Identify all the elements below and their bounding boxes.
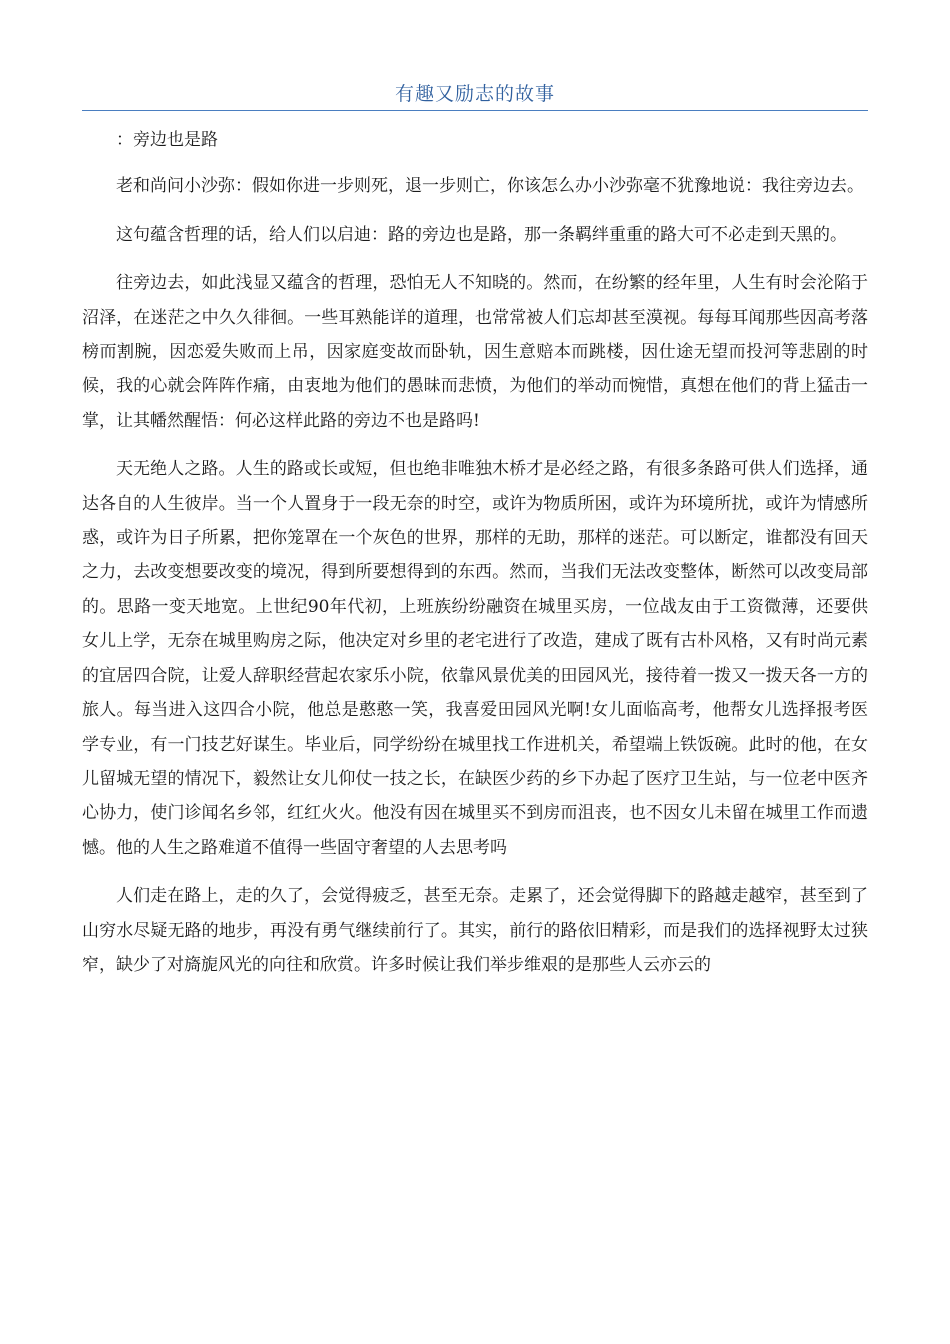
header-title: 有趣又励志的故事 [394,83,555,105]
page-header [82,80,868,111]
paragraph-dialogue: 老和尚问小沙弥：假如你进一步则死，退一步则亡，你该怎么办小沙弥毫不犹豫地说：我往旁边去。 [116,176,864,197]
paragraph-story: 天无绝人之路。人生的路或长或短，但也绝非唯独木桥才是必经之路，有很多条路可供人们选择，通达各自的人生彼岸。当一个人置身于一段无奈的时空，或许为物质所困，或许为环境所扰，或许为情感所惑，或许为日子所累，把你笼罩在一个灰色的世界，那样的无助，那样的迷茫。可以断定，谁都没有回天之力，去改变想要改变的境况，得到所要想得到的东西。然而，当我们无法改变整体，断然可以改变局部的。思路一变天地宽。上世纪90年代初，上班族纷纷融资在城里买房，一位战友由于工资微薄，还要供女儿上学，无奈在城里购房之际，他决定对乡里的老宅进行了改造，建成了既有古朴风格，又有时尚元素的宜居四合院，让爱人辞职经营起农家乐小院，依靠风景优美的田园风光，接待着一拨又一拨天各一方的旅人。每当进入这四合小院，他总是憨憨一笑，我喜爱田园风光啊!女儿面临高考，他帮女儿选择报考医学专业，有一门技艺好谋生。毕业后，同学纷纷在城里找工作进机关，希望端上铁饭碗。此时的他，在女儿留城无望的情况下，毅然让女儿仰仗一技之长，在缺医少药的乡下办起了医疗卫生站，与一位老中医齐心协力，使门诊闻名乡邻，红红火火。他没有因在城里买不到房而沮丧，也不因女儿未留在城里工作而遗憾。他的人生之路难道不值得一些固守奢望的人去思考吗 [82,459,868,858]
paragraph-insight: 这句蕴含哲理的话，给人们以启迪：路的旁边也是路，那一条羁绊重重的路大可不必走到天黑的。 [116,224,847,245]
paragraph-reflection: 往旁边去，如此浅显又蕴含的哲理，恐怕无人不知晓的。然而，在纷繁的经年里，人生有时会沦陷于沼泽，在迷茫之中久久徘徊。一些耳熟能详的道理，也常常被人们忘却甚至漠视。每每耳闻那些因高考落榜而割腕，因恋爱失败而上吊，因家庭变故而卧轨，因生意赔本而跳楼，因仕途无望而投河等悲剧的时候，我的心就会阵阵作痛，由衷地为他们的愚昧而悲愤，为他们的举动而惋惜，真想在他们的背上猛击一掌，让其幡然醒悟：何必这样此路的旁边不也是路吗! [82,273,868,431]
paragraph-subtitle: ：旁边也是路 [116,130,218,150]
paragraph-conclusion: 人们走在路上，走的久了，会觉得疲乏，甚至无奈。走累了，还会觉得脚下的路越走越窄，甚至到了山穷水尽疑无路的地步，再没有勇气继续前行了。其实，前行的路依旧精彩，而是我们的选择视野太过狭窄，缺少了对旖旎风光的向往和欣赏。许多时候让我们举步维艰的是那些人云亦云的 [82,886,868,975]
document-body [82,123,868,996]
